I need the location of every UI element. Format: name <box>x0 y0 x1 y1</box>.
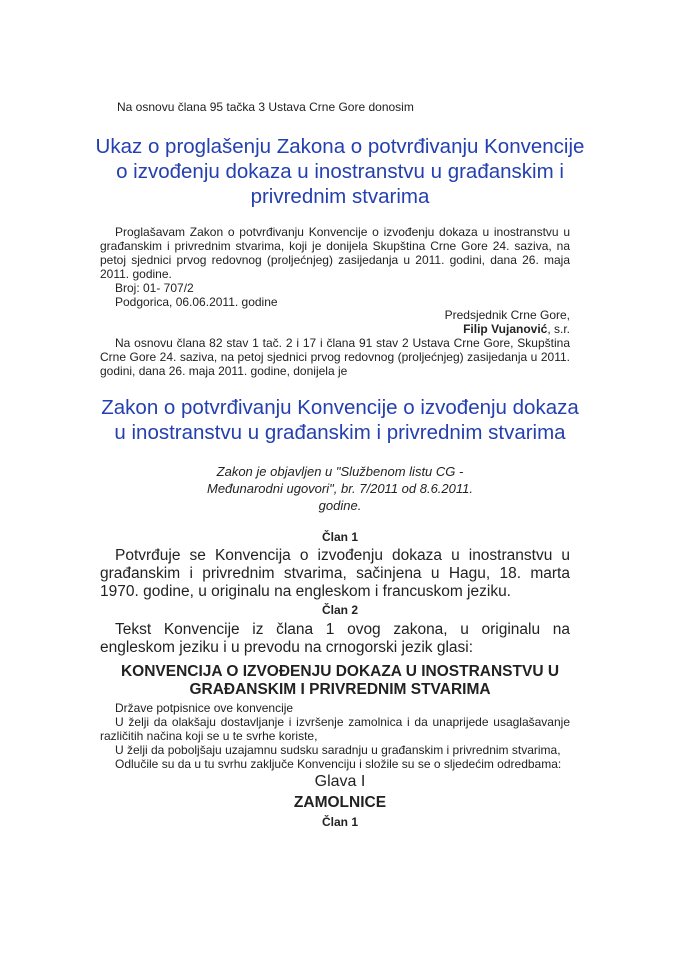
signer-title: Predsjednik Crne Gore, <box>444 308 570 322</box>
law-title-line: Zakon o potvrđivanju Konvencije o izvođenju dokaza <box>101 396 579 419</box>
preamble-line: U želji da poboljšaju uzajamnu sudsku saradnju u građanskim i privrednim stvarima, <box>115 743 561 757</box>
signer-suffix: , s.r. <box>547 322 570 336</box>
preamble-line: različitih načina koji se u te svrhe koriste, <box>100 729 318 743</box>
preamble-line: U želji da olakšaju dostavljanje i izvršenje zamolnica i da unaprijede usaglašavanje <box>115 715 570 729</box>
publication-line: Međunarodni ugovori", br. 7/2011 od 8.6.2011. <box>206 481 473 496</box>
clan1-line: građanskim i privrednim stvarima, sačinjena u Hagu, 18. marta <box>100 565 570 582</box>
convention-title-line: KONVENCIJA O IZVOĐENJU DOKAZA U INOSTRANSTVU U <box>120 663 560 680</box>
law-title-line: u inostranstvu u građanskim i privrednim stvarima <box>114 421 566 444</box>
clan1-line: 1970. godine, u originalu na engleskom i francuskom jeziku. <box>100 583 511 600</box>
preamble-line: Odlučile su da u tu svrhu zaključe Konvenciju i složile su se o sljedećim odredbama: <box>115 757 562 771</box>
convention-title-line: GRAĐANSKIM I PRIVREDNIM STVARIMA <box>189 681 491 698</box>
broj: Broj: 01- 707/2 <box>115 281 194 295</box>
ukaz-body-line: 2011. godine. <box>100 267 172 281</box>
place-date: Podgorica, 06.06.2011. godine <box>115 295 278 309</box>
chapter-title: ZAMOLNICE <box>293 794 387 811</box>
clan2-line: Tekst Konvencije iz člana 1 ovog zakona, u originalu na <box>115 621 570 638</box>
publication-line: godine. <box>318 498 362 513</box>
ukaz-title-line: Ukaz o proglašenju Zakona o potvrđivanju Konvencije <box>95 135 585 158</box>
ukaz-body-line: Proglašavam Zakon o potvrđivanju Konvencije o izvođenju dokaza u inostranstvu u <box>115 225 570 239</box>
basis-line: godini, dana 26. maja 2011. godine, donijela je <box>100 364 348 378</box>
clan2-heading: Član 2 <box>321 603 358 617</box>
ukaz-title-line: privrednim stvarima <box>250 185 430 208</box>
chapter-clan-heading: Član 1 <box>321 815 358 829</box>
clan1-line: Potvrđuje se Konvencija o izvođenju dokaza u inostranstvu u <box>115 547 570 564</box>
preamble-line: Države potpisnice ove konvencije <box>115 701 294 715</box>
clan1-heading: Član 1 <box>321 530 358 544</box>
ukaz-title-line: o izvođenju dokaza u inostranstvu u građanskim i <box>116 160 564 183</box>
chapter-label: Glava I <box>314 773 366 790</box>
clan2-line: engleskom jeziku i u prevodu na crnogorski jezik glasi: <box>100 639 474 656</box>
signer <box>463 322 570 336</box>
publication-line: Zakon je objavljen u "Službenom listu CG - <box>216 464 464 479</box>
ukaz-body-line: građanskim i privrednim stvarima, koji je donijela Skupština Crne Gore 24. saziva, na <box>100 239 570 253</box>
intro-text: Na osnovu člana 95 tačka 3 Ustava Crne Gore donosim <box>117 100 414 114</box>
ukaz-body-line: petoj sjednici prvog redovnog (proljećnjeg) zasijedanja u 2011. godini, dana 26. maja <box>100 253 570 267</box>
basis-line: Na osnovu člana 82 stav 1 tač. 2 i 17 i člana 91 stav 2 Ustava Crne Gore, Skupština <box>115 336 570 350</box>
basis-line: Crne Gore 24. saziva, na petoj sjednici prvog redovnog (proljećnjeg) zasijedanja u 2011. <box>100 350 570 364</box>
signer-name: Filip Vujanović <box>463 322 548 336</box>
